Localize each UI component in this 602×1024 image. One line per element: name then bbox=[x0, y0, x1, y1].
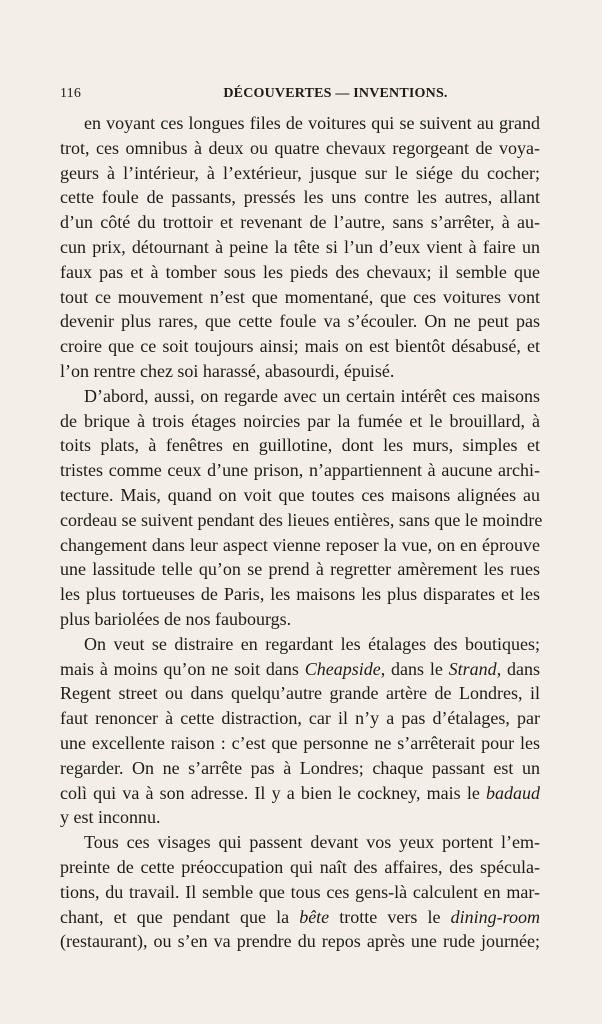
text-line: changement dans leur aspect vienne reposer la vue, on en éprouve bbox=[60, 534, 540, 555]
text-segment: trotte vers le bbox=[329, 906, 451, 927]
text-line: faux pas et à tomber sous les pieds des chevaux; il semble que bbox=[60, 261, 540, 282]
italic-word: badaud bbox=[486, 782, 540, 803]
text-line: cette foule de passants, pressés les uns contre les autres, allant bbox=[60, 187, 540, 208]
text-line: faut renoncer à cette distraction, car il n’y a pas d’étalages, par bbox=[60, 708, 540, 729]
text-line: tions, du travail. Il semble que tous ces gens-là calculent en mar- bbox=[60, 881, 540, 902]
text-segment: chant, et que pendant que la bbox=[60, 906, 300, 927]
text-line bbox=[60, 657, 540, 682]
text-segment: mais à moins qu’on ne soit dans bbox=[60, 658, 305, 679]
text-line: les plus tortueuses de Paris, les maisons les plus disparates et les bbox=[60, 584, 540, 605]
text-line: trot, ces omnibus à deux ou quatre chevaux regorgeant de voya- bbox=[60, 137, 540, 158]
italic-word: bête bbox=[299, 906, 330, 927]
text-line: l’on rentre chez soi harassé, abasourdi, épuisé. bbox=[60, 360, 395, 381]
text-line: Regent street ou dans quelqu’autre grande artère de Londres, il bbox=[60, 683, 540, 704]
text-segment: , dans bbox=[496, 658, 541, 679]
text-line: de brique à trois étages noircies par la fumée et le brouillard, à bbox=[60, 410, 540, 431]
text-line: geurs à l’intérieur, à l’extérieur, jusque sur le siége du cocher; bbox=[60, 162, 540, 183]
body-text bbox=[60, 111, 543, 954]
text-line: On veut se distraire en regardant les étalages des boutiques; bbox=[84, 633, 540, 654]
text-line: cordeau se suivent pendant des lieues entières, sans que le moindre bbox=[60, 509, 543, 530]
text-line: Tous ces visages qui passent devant vos yeux portent l’em- bbox=[84, 832, 540, 853]
text-line: devenir plus rares, que cette foule va s’écouler. On ne peut pas bbox=[60, 311, 540, 332]
paragraph bbox=[60, 632, 540, 830]
running-title: DÉCOUVERTES — INVENTIONS. bbox=[223, 86, 448, 101]
text-line: y est inconnu. bbox=[60, 807, 161, 828]
text-segment: colì qui va à son adresse. Il y a bien le cockney, mais le bbox=[60, 782, 486, 803]
text-line: regarder. On ne s’arrête pas à Londres; chaque passant est un bbox=[60, 757, 540, 778]
text-line: croire que ce soit toujours ainsi; mais on est bientôt désabusé, et bbox=[60, 336, 540, 357]
text-line: en voyant ces longues files de voitures qui se suivent au grand bbox=[84, 113, 540, 133]
italic-word: dining-room bbox=[450, 906, 540, 927]
text-line: d’un côté du trottoir et revenant de l’autre, sans s’arrêter, à au- bbox=[60, 212, 540, 233]
text-line: (restaurant), ou s’en va prendre du repos après une rude journée; bbox=[60, 931, 540, 952]
italic-place-name: Cheapside bbox=[304, 658, 381, 679]
text-line: toits plats, à fenêtres en guillotine, dont les murs, simples et bbox=[60, 435, 540, 456]
italic-place-name: Strand bbox=[448, 658, 497, 679]
text-line bbox=[60, 905, 540, 930]
text-line bbox=[60, 781, 540, 806]
text-line: plus bariolées de nos faubourgs. bbox=[60, 608, 292, 629]
text-segment: , dans le bbox=[380, 658, 449, 679]
text-line: tecture. Mais, quand on voit que toutes ces maisons alignées au bbox=[60, 484, 540, 505]
paragraph bbox=[60, 384, 543, 632]
text-line: preinte de cette préoccupation qui naît des affaires, des spécula- bbox=[60, 856, 540, 877]
text-line: cun prix, détournant à peine la tête si l’un d’eux vient à faire un bbox=[60, 236, 540, 257]
text-line: D’abord, aussi, on regarde avec un certain intérêt ces maisons bbox=[84, 385, 540, 406]
paragraph bbox=[60, 111, 540, 384]
page-header bbox=[60, 86, 540, 106]
text-line: une excellente raison : c’est que personne ne s’arrêterait pour les bbox=[60, 732, 540, 753]
text-line: tristes comme ceux d’une prison, n’appartiennent à aucune archi- bbox=[60, 460, 540, 481]
text-line: une lassitude telle qu’on se prend à regretter amèrement les rues bbox=[60, 559, 540, 580]
paragraph bbox=[60, 830, 540, 954]
page-number: 116 bbox=[60, 86, 82, 101]
text-line: tout ce mouvement n’est que momentané, que ces voitures vont bbox=[60, 286, 540, 307]
